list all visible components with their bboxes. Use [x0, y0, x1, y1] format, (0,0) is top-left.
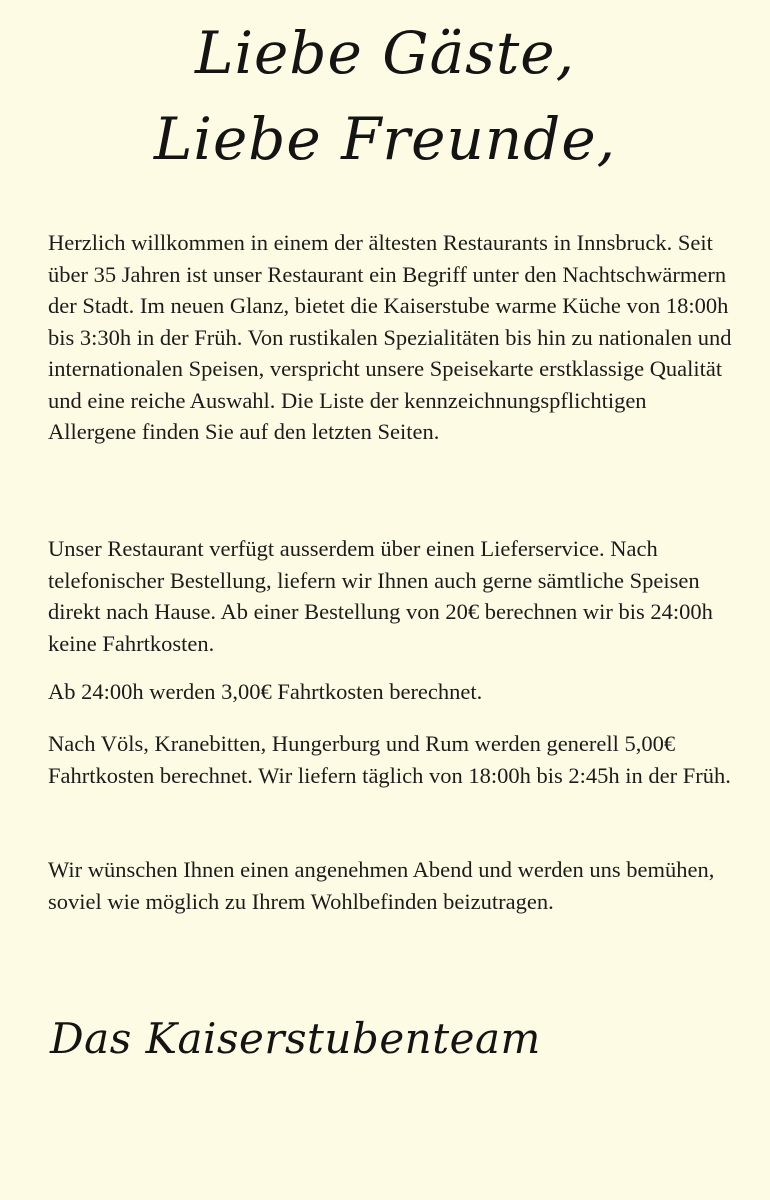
team-signature: Das Kaiserstubenteam — [50, 1014, 541, 1063]
outer-area-delivery-paragraph: Nach Völs, Kranebitten, Hungerburg und Rum werden generell 5,00€ Fahrtkosten berechnet. Wir liefern täglich von 18:00h bis 2:45h in der Früh. — [48, 731, 731, 788]
closing-wishes-paragraph: Wir wünschen Ihnen einen angenehmen Abend und werden uns bemühen, soviel wie möglich zu Ihrem Wohlbefinden beizutragen. — [48, 857, 715, 914]
greeting-heading-friends: Liebe Freunde, — [153, 105, 617, 173]
late-delivery-fee-paragraph: Ab 24:00h werden 3,00€ Fahrtkosten berechnet. — [48, 679, 483, 704]
delivery-service-paragraph: Unser Restaurant verfügt ausserdem über einen Lieferservice. Nach telefonischer Bestellung, liefern wir Ihnen auch gerne sämtliche Speisen direkt nach Hause. Ab einer Bestellung von 20€ berechnen wir bis 24:00h keine Fahrtkosten. — [48, 536, 713, 656]
greeting-heading-guests: Liebe Gäste, — [194, 19, 576, 87]
welcome-paragraph: Herzlich willkommen in einem der ältesten Restaurants in Innsbruck. Seit über 35 Jahren ist unser Restaurant ein Begriff unter den Nachtschwärmern der Stadt. Im neuen Glanz, bietet die Kaiserstube warme Küche von 18:00h bis 3:30h in der Früh. Von rustikalen Spezialitäten bis hin zu nationalen und internationalen Speisen, verspricht unsere Speisekarte erstklassige Qualität und eine reiche Auswahl. Die Liste der kennzeichnungspflichtigen Allergene finden Sie auf den letzten Seiten. — [48, 230, 732, 444]
